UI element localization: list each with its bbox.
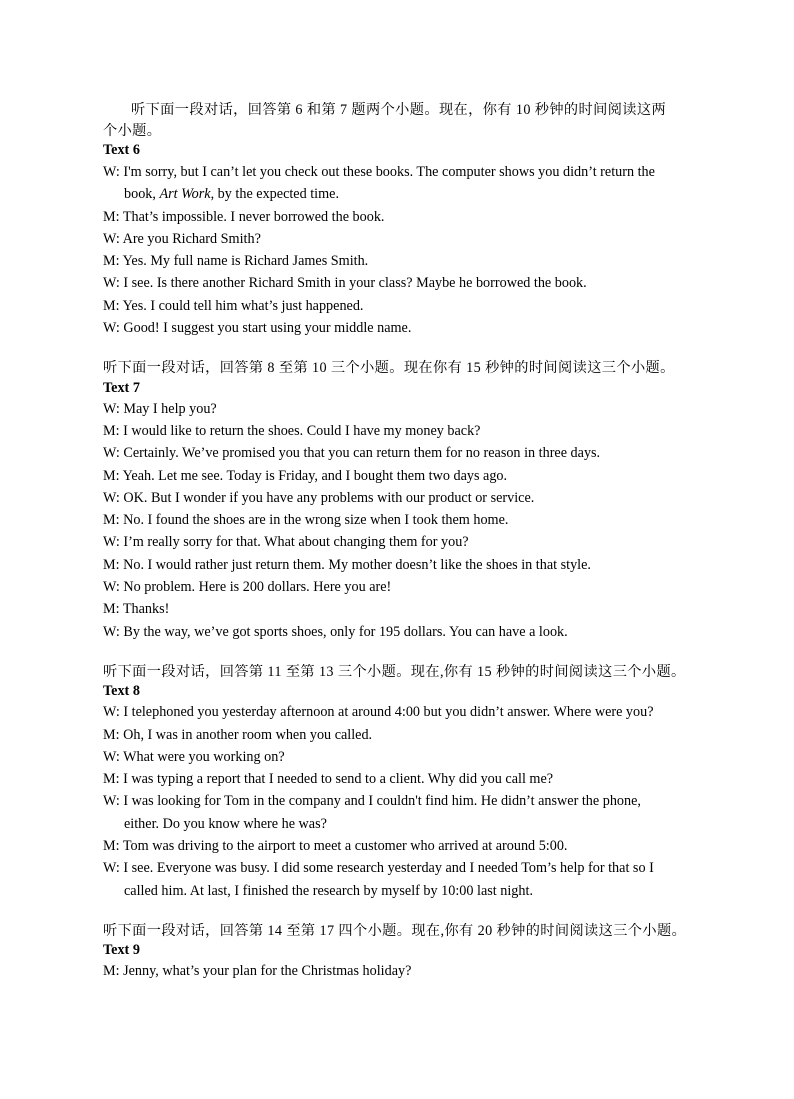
dialogue-line: M: Tom was driving to the airport to meet a customer who arrived at around 5:00.	[103, 838, 568, 855]
dialogue-line: W: I telephoned you yesterday afternoon at around 4:00 but you didn’t answer. Where were you?	[103, 704, 654, 721]
dialogue-line: W: No problem. Here is 200 dollars. Here you are!	[103, 579, 392, 596]
section-title: Text 8	[103, 683, 140, 700]
dialogue-line: W: I see. Is there another Richard Smith in your class? Maybe he borrowed the book.	[103, 275, 587, 292]
dialogue-line-continuation: called him. At last, I finished the research by myself by 10:00 last night.	[124, 882, 533, 899]
dialogue-line: M: I would like to return the shoes. Could I have my money back?	[103, 422, 481, 439]
dialogue-line: M: No. I found the shoes are in the wrong size when I took them home.	[103, 512, 509, 529]
section-gap	[103, 339, 695, 357]
section-title: Text 9	[103, 942, 140, 959]
dialogue-line: M: Yeah. Let me see. Today is Friday, and I bought them two days ago.	[103, 467, 508, 484]
section-title: Text 7	[103, 379, 140, 396]
dialogue-line: M: No. I would rather just return them. My mother doesn’t like the shoes in that style.	[103, 556, 591, 573]
dialogue-line: M: Yes. I could tell him what’s just happened.	[103, 297, 364, 314]
dialogue-line: M: That’s impossible. I never borrowed the book.	[103, 208, 385, 225]
section-intro: 听下面一段对话，回答第 11 至第 13 三个小题。现在,你有 15 秒钟的时间阅读这三个小题。	[103, 663, 686, 680]
dialogue-line: M: Oh, I was in another room when you called.	[103, 726, 373, 743]
dialogue-line: W: I was looking for Tom in the company and I couldn't find him. He didn’t answer the phone,	[103, 793, 641, 810]
dialogue-line-continuation: book, Art Work, by the expected time.	[124, 186, 340, 203]
dialogue-line: W: I'm sorry, but I can’t let you check out these books. The computer shows you didn’t return the	[103, 164, 655, 180]
book-title: Art Work	[159, 186, 211, 203]
dialogue-line: W: Are you Richard Smith?	[103, 230, 261, 247]
dialogue-line: M: Yes. My full name is Richard James Smith.	[103, 253, 369, 270]
section-intro: 听下面一段对话，回答第 6 和第 7 题两个小题。现在，你有 10 秒钟的时间阅读这两 个小题。	[103, 102, 667, 139]
dialogue-line: M: Thanks!	[103, 601, 170, 618]
section-intro: 听下面一段对话，回答第 14 至第 17 四个小题。现在,你有 20 秒钟的时间阅读这三个小题。	[103, 922, 687, 939]
section-gap	[103, 902, 695, 920]
dialogue-line: W: Certainly. We’ve promised you that you can return them for no reason in three days.	[103, 445, 601, 462]
dialogue-line: W: Good! I suggest you start using your middle name.	[103, 320, 412, 337]
dialogue-line: W: May I help you?	[103, 400, 217, 417]
section-gap	[103, 643, 695, 661]
section-title: Text 6	[103, 142, 140, 158]
dialogue-line: W: I see. Everyone was busy. I did some research yesterday and I needed Tom’s help for that so I	[103, 860, 654, 877]
section-intro: 听下面一段对话，回答第 8 至第 10 三个小题。现在你有 15 秒钟的时间阅读这三个小题。	[103, 360, 675, 377]
dialogue-line: W: By the way, we’ve got sports shoes, only for 195 dollars. You can have a look.	[103, 623, 568, 640]
dialogue-line: M: Jenny, what’s your plan for the Christmas holiday?	[103, 963, 412, 980]
dialogue-line: W: OK. But I wonder if you have any problems with our product or service.	[103, 489, 535, 506]
dialogue-line-continuation: either. Do you know where he was?	[124, 815, 327, 832]
dialogue-line: W: I’m really sorry for that. What about changing them for you?	[103, 534, 469, 551]
dialogue-line: W: What were you working on?	[103, 748, 285, 765]
document-page	[103, 100, 695, 983]
dialogue-line: M: I was typing a report that I needed to send to a client. Why did you call me?	[103, 771, 554, 788]
